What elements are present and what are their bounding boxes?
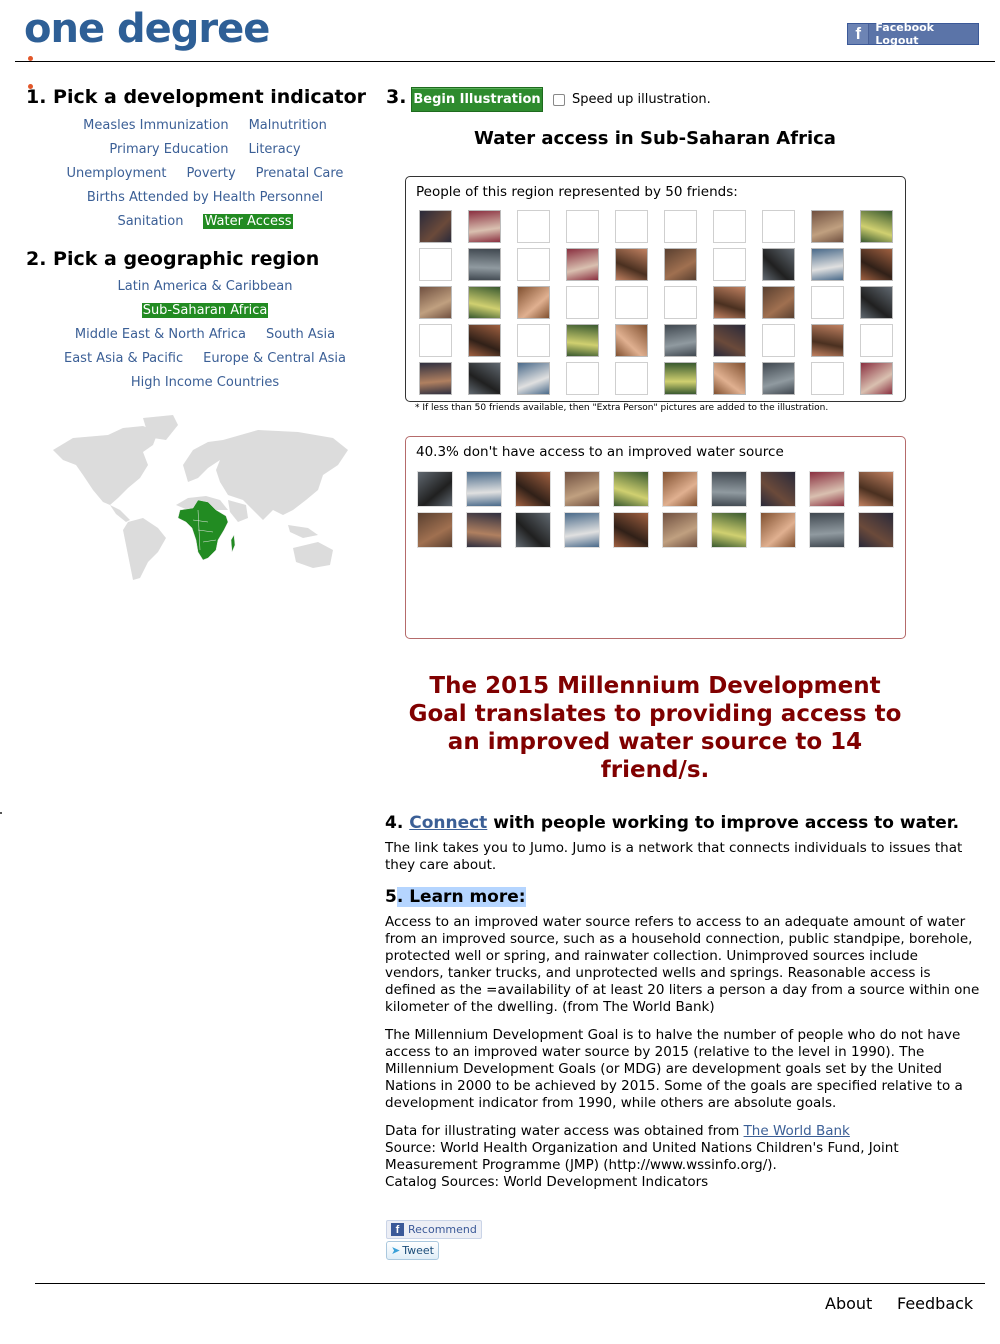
logo-text: one degree bbox=[24, 6, 270, 52]
step5-number: 5 bbox=[385, 887, 397, 907]
friend-photo bbox=[664, 248, 697, 281]
data-source-line bbox=[385, 1123, 980, 1140]
empty-friend-slot bbox=[517, 248, 550, 281]
no-access-friend-photo bbox=[809, 471, 845, 507]
indicator-link[interactable]: Malnutrition bbox=[248, 118, 327, 133]
no-access-friend-photo bbox=[760, 512, 796, 548]
indicator-link[interactable]: Measles Immunization bbox=[83, 118, 229, 133]
indicator-row bbox=[0, 118, 410, 133]
friend-photo bbox=[664, 362, 697, 395]
stray-mark bbox=[0, 812, 2, 814]
learn-more-para-1: Access to an improved water source refers to access to an adequate amount of water from an improved source, such as a household connection, public standpipe, borehole, protected well or spring, and rainwater collection. Unimproved sources include vendors, tanker trucks, and unprotected wells and springs. Reasonable access is defined as the =availability of at least 20 liters a person a day from a source within one kilometer of the dwelling. (from The World Bank) bbox=[385, 914, 980, 1015]
no-access-friend-photo bbox=[466, 471, 502, 507]
friends-grid-title: People of this region represented by 50 friends: bbox=[416, 184, 738, 200]
friend-photo bbox=[468, 324, 501, 357]
no-access-friend-photo bbox=[515, 512, 551, 548]
region-link[interactable]: High Income Countries bbox=[130, 375, 280, 390]
step4-suffix: with people working to improve access to water. bbox=[487, 813, 960, 833]
source-line: Source: World Health Organization and United Nations Children's Fund, Joint Measurement Programme (JMP) (http://www.wssinfo.org/). bbox=[385, 1140, 899, 1173]
empty-friend-slot bbox=[517, 324, 550, 357]
indicator-link-selected[interactable]: Water Access bbox=[204, 214, 292, 229]
no-access-friend-photo bbox=[858, 512, 894, 548]
facebook-recommend-button[interactable] bbox=[386, 1220, 482, 1239]
indicator-row bbox=[0, 142, 410, 157]
speed-up-label[interactable]: Speed up illustration. bbox=[572, 92, 711, 107]
empty-friend-slot bbox=[713, 210, 746, 243]
friends-footnote: * If less than 50 friends available, then "Extra Person" pictures are added to the illustration. bbox=[415, 403, 829, 413]
empty-friend-slot bbox=[615, 210, 648, 243]
no-access-friend-photo bbox=[515, 471, 551, 507]
region-link[interactable]: Latin America & Caribbean bbox=[117, 279, 293, 294]
twitter-bird-icon: ➤ bbox=[391, 1244, 401, 1257]
indicator-link[interactable]: Literacy bbox=[248, 142, 301, 157]
recommend-label: Recommend bbox=[408, 1223, 477, 1236]
region-row bbox=[0, 375, 410, 390]
no-access-title: 40.3% don't have access to an improved water source bbox=[416, 444, 784, 460]
empty-friend-slot bbox=[860, 324, 893, 357]
friend-photo bbox=[419, 210, 452, 243]
friend-photo bbox=[713, 362, 746, 395]
begin-illustration-button[interactable]: Begin Illustration bbox=[411, 87, 543, 112]
empty-friend-slot bbox=[811, 286, 844, 319]
friend-photo bbox=[419, 286, 452, 319]
empty-friend-slot bbox=[664, 210, 697, 243]
logo[interactable] bbox=[24, 6, 269, 52]
friend-photo bbox=[860, 362, 893, 395]
friends-grid-panel bbox=[405, 176, 906, 402]
empty-friend-slot bbox=[566, 286, 599, 319]
friend-photo bbox=[811, 210, 844, 243]
region-link[interactable]: Europe & Central Asia bbox=[203, 351, 346, 366]
region-row bbox=[0, 351, 410, 366]
friend-photo bbox=[762, 248, 795, 281]
no-access-friend-photo bbox=[711, 512, 747, 548]
friend-photo bbox=[468, 362, 501, 395]
facebook-logout-label: Facebook Logout bbox=[875, 21, 934, 47]
world-map[interactable] bbox=[48, 410, 353, 585]
friend-photo bbox=[566, 248, 599, 281]
facebook-logout-button[interactable] bbox=[847, 23, 979, 45]
no-access-friend-photo bbox=[711, 471, 747, 507]
world-bank-link[interactable]: The World Bank bbox=[743, 1123, 850, 1139]
empty-friend-slot bbox=[762, 210, 795, 243]
empty-friend-slot bbox=[713, 248, 746, 281]
facebook-icon: f bbox=[391, 1223, 404, 1236]
no-access-friend-photo bbox=[613, 512, 649, 548]
empty-friend-slot bbox=[517, 210, 550, 243]
feedback-link[interactable]: Feedback bbox=[897, 1294, 974, 1313]
indicator-row bbox=[0, 190, 410, 205]
friend-photo bbox=[566, 324, 599, 357]
empty-friend-slot bbox=[419, 248, 452, 281]
empty-friend-slot bbox=[566, 362, 599, 395]
empty-friend-slot bbox=[762, 324, 795, 357]
friend-photo bbox=[664, 324, 697, 357]
friends-grid bbox=[419, 210, 893, 395]
data-source-prefix: Data for illustrating water access was obtained from bbox=[385, 1123, 744, 1139]
no-access-friend-photo bbox=[662, 471, 698, 507]
friend-photo bbox=[517, 362, 550, 395]
region-link[interactable]: Middle East & North Africa bbox=[74, 327, 246, 342]
no-access-friend-photo bbox=[760, 471, 796, 507]
indicator-link[interactable]: Prenatal Care bbox=[255, 166, 344, 181]
header-divider bbox=[15, 61, 995, 62]
friend-photo bbox=[713, 324, 746, 357]
no-access-friend-photo bbox=[613, 471, 649, 507]
friend-photo bbox=[811, 324, 844, 357]
step4-heading bbox=[385, 813, 959, 833]
friend-photo bbox=[615, 324, 648, 357]
empty-friend-slot bbox=[615, 362, 648, 395]
empty-friend-slot bbox=[664, 286, 697, 319]
indicator-row bbox=[0, 214, 410, 229]
facebook-icon: f bbox=[848, 24, 869, 44]
region-link[interactable]: East Asia & Pacific bbox=[64, 351, 184, 366]
friend-photo bbox=[811, 248, 844, 281]
friend-photo bbox=[860, 210, 893, 243]
indicator-link[interactable]: Births Attended by Health Personnel bbox=[86, 190, 324, 205]
tweet-button[interactable] bbox=[386, 1241, 439, 1260]
friend-photo bbox=[860, 286, 893, 319]
friend-photo bbox=[762, 362, 795, 395]
friend-photo bbox=[468, 248, 501, 281]
region-row bbox=[0, 303, 410, 318]
speed-up-checkbox[interactable] bbox=[553, 94, 565, 106]
data-source-block bbox=[385, 1123, 980, 1191]
step1-title: 1. Pick a development indicator bbox=[26, 86, 367, 108]
illustration-title: Water access in Sub-Saharan Africa bbox=[474, 128, 836, 149]
no-access-friend-photo bbox=[564, 471, 600, 507]
step4-description: The link takes you to Jumo. Jumo is a network that connects individuals to issues that they care about. bbox=[385, 840, 963, 873]
indicator-link[interactable]: Sanitation bbox=[117, 214, 184, 229]
footer-divider bbox=[35, 1283, 985, 1284]
friend-photo bbox=[713, 286, 746, 319]
no-access-grid bbox=[417, 471, 894, 548]
no-access-panel bbox=[405, 436, 906, 639]
learn-more-para-2: The Millennium Development Goal is to halve the number of people who do not have access to an improved water source by 2015 (relative to the level in 1990). The Millennium Development Goals (or MDG) are development goals set by the United Nations in 2000 to be achieved by 2015. Some of the goals are specified relative to a development indicator from 1990, while others are absolute goals. bbox=[385, 1027, 963, 1111]
friend-photo bbox=[468, 210, 501, 243]
catalog-line: Catalog Sources: World Development Indicators bbox=[385, 1174, 709, 1190]
friend-photo bbox=[860, 248, 893, 281]
step5-title: . Learn more: bbox=[396, 887, 526, 907]
region-link[interactable]: South Asia bbox=[265, 327, 336, 342]
region-row bbox=[0, 279, 410, 294]
no-access-friend-photo bbox=[662, 512, 698, 548]
no-access-friend-photo bbox=[417, 512, 453, 548]
friend-photo bbox=[517, 286, 550, 319]
region-row bbox=[0, 327, 410, 342]
indicator-row bbox=[0, 166, 410, 181]
no-access-friend-photo bbox=[809, 512, 845, 548]
friend-photo bbox=[468, 286, 501, 319]
tweet-label: Tweet bbox=[402, 1244, 434, 1257]
step5-heading bbox=[385, 887, 526, 907]
step3-number: 3. bbox=[386, 86, 407, 108]
no-access-friend-photo bbox=[564, 512, 600, 548]
empty-friend-slot bbox=[566, 210, 599, 243]
region-link-selected[interactable]: Sub-Saharan Africa bbox=[142, 303, 268, 318]
empty-friend-slot bbox=[811, 362, 844, 395]
about-link[interactable]: About bbox=[825, 1294, 873, 1313]
empty-friend-slot bbox=[419, 324, 452, 357]
indicator-link[interactable]: Poverty bbox=[186, 166, 236, 181]
friend-photo bbox=[615, 248, 648, 281]
empty-friend-slot bbox=[615, 286, 648, 319]
friend-photo bbox=[419, 362, 452, 395]
connect-link[interactable]: Connect bbox=[409, 813, 488, 833]
no-access-friend-photo bbox=[417, 471, 453, 507]
no-access-friend-photo bbox=[466, 512, 502, 548]
step4-prefix: 4. bbox=[385, 813, 410, 833]
step2-title: 2. Pick a geographic region bbox=[26, 248, 320, 270]
indicator-link[interactable]: Primary Education bbox=[109, 142, 229, 157]
no-access-friend-photo bbox=[858, 471, 894, 507]
friend-photo bbox=[762, 286, 795, 319]
mdg-message: The 2015 Millennium Development Goal translates to providing access to an improved water source to 14 friend/s. bbox=[408, 673, 902, 783]
indicator-link[interactable]: Unemployment bbox=[66, 166, 167, 181]
